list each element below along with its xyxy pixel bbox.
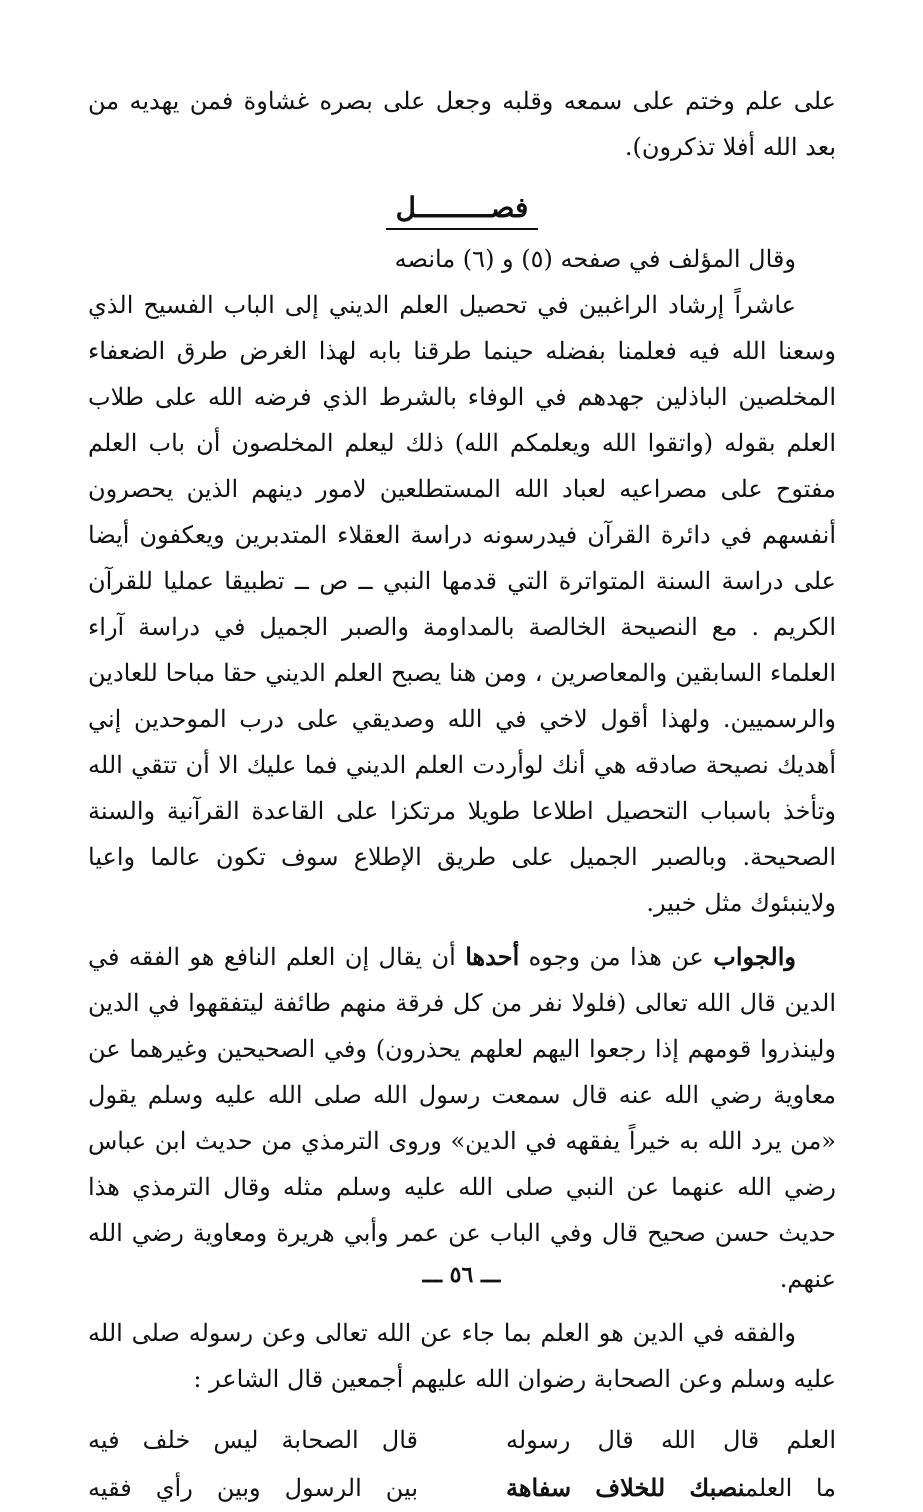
poem-hemistich-left: بين الرسول وبين رأي فقيه bbox=[88, 1474, 418, 1502]
section-heading-text: فصـــــــــل bbox=[386, 188, 539, 230]
answer-text-b: أن يقال إن العلم النافع هو الفقه في الدين قال الله تعالى (فلولا نفر من كل فرقة منهم طائفة ليتفقهوا في الدين ولينذروا قومهم إذا رجعوا اليهم لعلهم يحذرون) وفي الصحيحين وغيرهما عن معاوية رضي الله عنه قال سمعت رسول الله صلى الله عليه وسلم يقول «من يرد الله به خيراً يفقهه في الدين» وروى الترمذي من حديث ابن عباس رضي الله عنهما عن النبي صلى الله عليه وسلم مثله وقال الترمذي هذا حديث حسن صحيح قال وفي الباب عن عمر وأبي هريرة ومعاوية رضي الله عنهم. bbox=[88, 943, 836, 1293]
paragraph-continuation: على علم وختم على سمعه وقلبه وجعل على بصره غشاوة فمن يهديه من بعد الله أفلا تذكرون). bbox=[88, 87, 836, 161]
answer-lead-word: والجواب bbox=[713, 942, 796, 971]
paragraph-answer bbox=[88, 934, 836, 1302]
poem-hemistich-right bbox=[506, 1464, 836, 1512]
paragraph-fiqh: والفقه في الدين هو العلم بما جاء عن الله تعالى وعن رسوله صلى الله عليه وسلم وعن الصحابة رضوان الله عليهم أجمعين قال الشاعر : bbox=[88, 1319, 836, 1393]
poem-verse bbox=[88, 1464, 836, 1512]
paragraph-author-quote: عاشراً إرشاد الراغبين في تحصيل العلم الديني إلى الباب الفسيح الذي وسعنا الله فيه فعلمنا بفضله حينما طرقنا بابه لهذا الغرض طرق الضعفاء المخلصين الباذلين جهدهم في الوفاء بالشرط الذي فرضه الله على طلاب العلم بقوله (واتقوا الله ويعلمكم الله) ذلك ليعلم المخلصون أن باب العلم مفتوح على مصراعيه لعباد الله المستطلعين لامور دينهم الذين يحصرون أنفسهم في دائرة القرآن فيدرسونه دراسة العقلاء المتدبرين ويعكفون أيضا على دراسة السنة المتواترة التي قدمها النبي ــ ص ــ تطبيقا عمليا للقرآن الكريم . مع النصيحة الخالصة بالمداومة والصبر الجميل في دراسة آراء العلماء السابقين والمعاصرين ، ومن هنا يصبح العلم الديني حقا مباحا للعادين والرسميين. ولهذا أقول لاخي في الله وصديقي على درب الموحدين إني أهديك نصيحة صادقه هي أنك لوأردت العلم الديني فما عليك الا أن تتقي الله وتأخذ باسباب التحصيل اطلاعا طويلا مرتكزا على القاعدة القرآنية والسنة الصحيحة. وبالصبر الجميل على طريق الإطلاع سوف تكون عالما واعيا ولاينبئوك مثل خبير. bbox=[88, 291, 836, 917]
poem-verse bbox=[88, 1416, 836, 1464]
paragraph-author-quote-intro: وقال المؤلف في صفحه (٥) و (٦) مانصه bbox=[394, 245, 796, 273]
document-page bbox=[88, 78, 836, 1512]
answer-text-a: عن هذا من وجوه bbox=[519, 943, 714, 971]
poem bbox=[88, 1416, 836, 1512]
poem-hemistich-bold: نصبك للخلاف سفاهة bbox=[506, 1473, 745, 1502]
poem-hemistich-left: قال الصحابة ليس خلف فيه bbox=[88, 1426, 418, 1454]
page-number: ـــ ٥٦ ـــ bbox=[422, 1262, 501, 1288]
poem-hemistich-right: العلم قال الله قال رسوله bbox=[506, 1426, 836, 1454]
poem-hemistich-plain: ما العلم bbox=[744, 1474, 836, 1502]
section-heading bbox=[88, 180, 836, 236]
answer-bold-word: أحدها bbox=[465, 942, 520, 971]
